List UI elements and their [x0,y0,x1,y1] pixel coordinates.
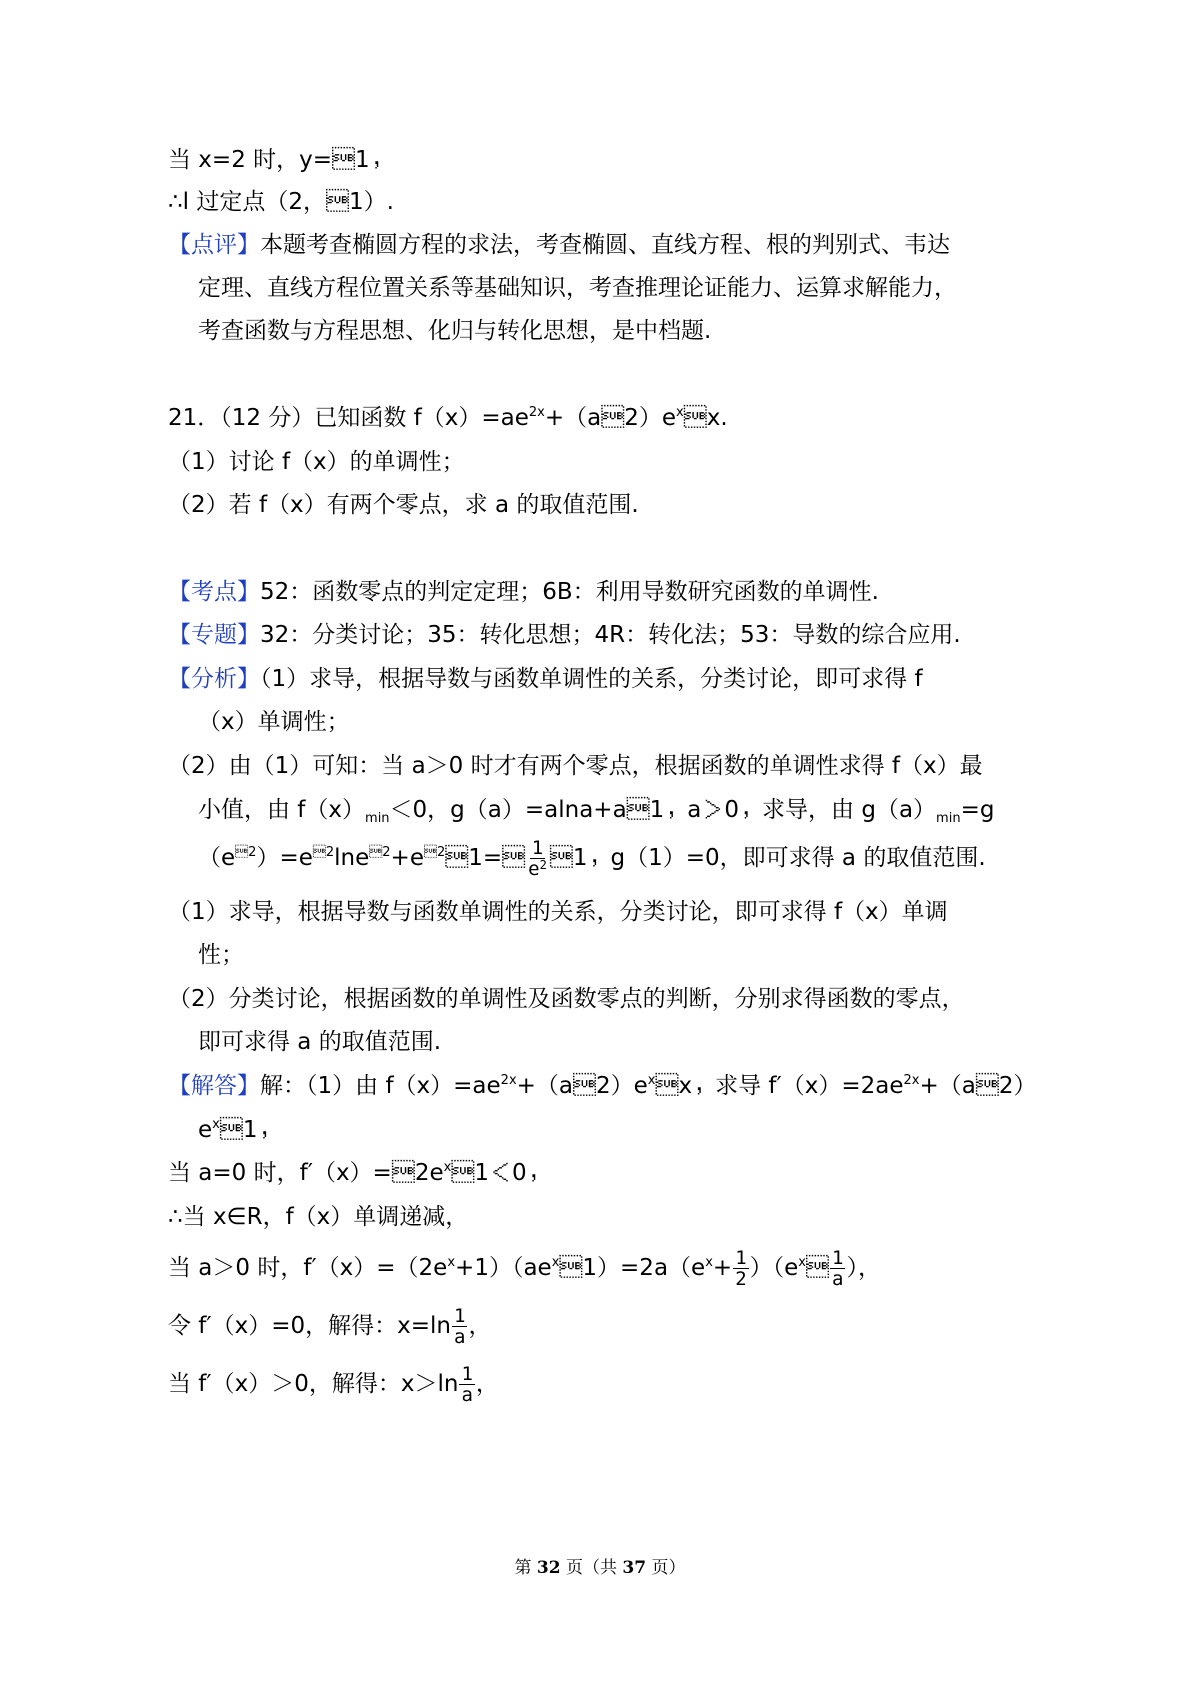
text-span: ， [475,1371,499,1397]
text-span: 当 f′（x）＞0，解得：x＞ln [168,1371,459,1397]
fraction [733,1248,748,1289]
jieda-line: ∴当 x∈R，f（x）单调递减， [168,1204,469,1230]
text-span: lne [334,845,370,871]
text-span: （e [198,845,236,871]
text-span: 解：（1）由 f（x）=ae [260,1073,501,1099]
jieda-line [168,1158,550,1188]
jieda-line [168,1306,491,1347]
jieda-line [168,1071,1036,1101]
fraction [452,1306,467,1347]
footer-text: 页） [646,1558,686,1578]
superscript: 2 [423,845,446,860]
text-span:  [806,1255,829,1281]
superscript: x [676,405,684,420]
zhuanti-line [168,620,961,650]
superscript: 2 [312,845,335,860]
comment-line [168,230,950,260]
fenxi-line: （2）分类讨论，根据函数的单调性及函数零点的判断，分别求得函数的零点， [168,986,965,1012]
text-line: ∴l 过定点（2，1）. [168,189,394,215]
denominator: 2 [735,1268,747,1290]
text-span: ）， [846,1255,881,1281]
superscript: x [551,1255,560,1270]
jieda-line [198,1115,281,1145]
subscript: min [365,811,390,826]
comment-line: 考查函数与方程思想、化归与转化思想，是中档题. [198,318,712,344]
text-span: x. [683,405,728,431]
denominator [526,859,549,879]
kaodian-tag: 【考点】 [168,579,260,605]
text-span: e [198,1117,213,1143]
numerator: 1 [531,837,544,859]
fenxi-line: 性； [198,942,244,968]
jieda-tag: 【解答】 [168,1073,260,1099]
numerator: 1 [461,1363,473,1385]
superscript: x [212,1117,220,1132]
fenxi-line: （x）单调性； [198,709,350,735]
comment-tag: 【点评】 [168,232,260,258]
superscript: x [647,1073,656,1088]
text-span: 1＜0， [451,1160,550,1186]
fraction [830,1248,845,1289]
text-span: 1， [219,1117,281,1143]
jieda-line [168,1248,881,1289]
text-span: +1）（ae [455,1255,552,1281]
footer-text: 第 [514,1558,537,1578]
text-span: 令 f′（x）=0，解得：x=ln [168,1313,451,1339]
text-span: ＜0，g（a）=alna+a1，a＞0，求导，由 g（a） [389,797,937,823]
text-span: =g [960,797,995,823]
zhuanti-text: 32：分类讨论；35：转化思想；4R：转化法；53：导数的综合应用. [260,622,961,648]
superscript: 2 [369,845,391,860]
superscript: 2 [235,845,257,860]
denominator: a [454,1326,466,1348]
superscript: 2x [903,1073,920,1088]
superscript: 2x [528,405,545,420]
superscript: x [443,1160,452,1175]
superscript: 2x [500,1073,517,1088]
fraction [526,838,549,879]
text-span: +（a2） [919,1073,1037,1099]
superscript: x [705,1255,713,1270]
denominator: a [832,1268,844,1290]
kaodian-text: 52：函数零点的判定定理；6B：利用导数研究函数的单调性. [260,579,879,605]
fenxi-text: （1）求导，根据导数与函数单调性的关系，分类讨论，即可求得 f [260,666,923,692]
zhuanti-tag: 【专题】 [168,622,260,648]
fenxi-line [198,795,994,825]
text-span: e [528,858,540,880]
total-pages: 37 [622,1558,647,1578]
text-span: ）=e [256,845,313,871]
superscript: x [798,1255,806,1270]
text-span: +（a2）e [544,405,677,431]
text-span: 1，g（1）=0，即可求得 a 的取值范围. [549,845,986,871]
text-span: 小值，由 f（x） [198,797,366,823]
text-span: +（a2）e [516,1073,648,1099]
numerator: 1 [832,1247,844,1269]
kaodian-line [168,577,879,607]
page-number: 32 [536,1558,561,1578]
footer-text: 页（共 [560,1558,623,1578]
comment-line: 定理、直线方程位置关系等基础知识，考查推理论证能力、运算求解能力， [198,275,957,301]
question-title [168,403,728,433]
text-span: ， [468,1313,492,1339]
jieda-line [168,1364,499,1405]
question-part: （1）讨论 f（x）的单调性； [168,449,465,475]
fenxi-tag: 【分析】 [168,666,260,692]
numerator: 1 [735,1247,747,1269]
denominator: a [461,1384,473,1406]
text-span: +e [390,845,424,871]
fenxi-line: 即可求得 a 的取值范围. [198,1029,442,1055]
question-part: （2）若 f（x）有两个零点，求 a 的取值范围. [168,492,639,518]
numerator: 1 [454,1305,466,1327]
superscript: 2 [539,858,547,872]
text-span: 1= [445,845,526,871]
text-span: ）（e [749,1255,799,1281]
comment-text: 本题考查椭圆方程的求法，考查椭圆、直线方程、根的判别式、韦达 [260,232,950,258]
fenxi-line [198,838,986,879]
fraction [459,1364,474,1405]
text-span: 1）=2a（e [559,1255,706,1281]
fenxi-line: （2）由（1）可知：当 a＞0 时才有两个零点，根据函数的单调性求得 f（x）最 [168,753,983,779]
text-span: 当 a=0 时，f′（x）=2e [168,1160,444,1186]
text-span: + [712,1255,733,1281]
fenxi-line: （1）求导，根据导数与函数单调性的关系，分类讨论，即可求得 f（x）单调 [168,899,948,925]
text-span: 当 a＞0 时，f′（x）=（2e [168,1255,448,1281]
fenxi-line [168,664,923,694]
page-footer [0,1553,1200,1578]
text-span: 21．（12 分）已知函数 f（x）=ae [168,405,529,431]
text-line: 当 x=2 时，y=1， [168,147,393,173]
text-span: x，求导 f′（x）=2ae [655,1073,904,1099]
superscript: x [447,1255,456,1270]
subscript: min [936,811,961,826]
